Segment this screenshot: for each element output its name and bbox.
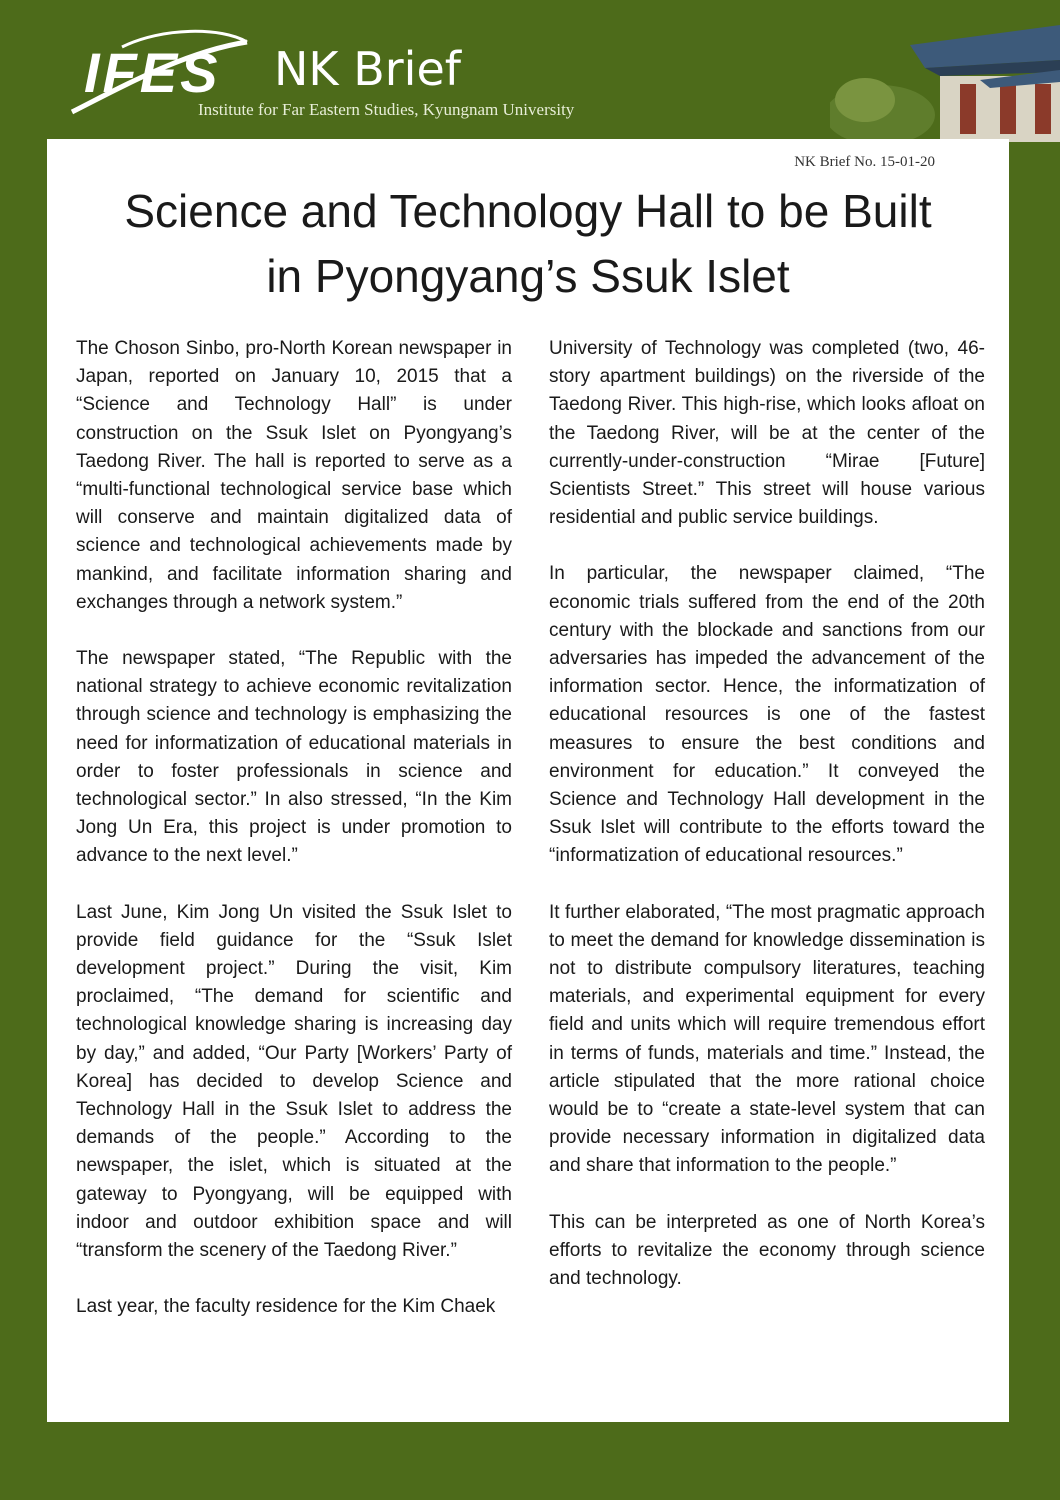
document-page — [47, 139, 1009, 1422]
paragraph: It further elaborated, “The most pragmatic approach to meet the demand for knowledge dissemination is not to distribute compulsory literatures, teaching materials, and experimental equipment for every field and units which will require tremendous effort in terms of funds, materials and time.” Instead, the article stipulated that the more rational choice would be to “create a state-level system that can provide necessary information in digitalized data and share that information to the people.” — [549, 901, 985, 1177]
paragraph: Last June, Kim Jong Un visited the Ssuk Islet to provide field guidance for the “Ssuk Islet development project.” During the visit, Kim proclaimed, “The demand for scientific and technological knowledge sharing is increasing day by day,” and added, “Our Party [Workers’ Party of Korea] has decided to develop Science and Technology Hall in the Ssuk Islet to address the demands of the people.” According to the newspaper, the islet, which is situated at the gateway to Pyongyang, will be equipped with indoor and outdoor exhibition space and will “transform the scenery of the Taedong River.” — [76, 901, 512, 1262]
right-column — [549, 335, 985, 1321]
ifes-logo: IFES — [84, 41, 221, 104]
brand-subtitle: Institute for Far Eastern Studies, Kyungnam University — [198, 100, 575, 119]
article-title — [47, 179, 1009, 309]
brand-title: NK Brief — [274, 42, 461, 96]
header-banner — [0, 0, 1060, 140]
brief-number: NK Brief No. 15-01-20 — [794, 154, 935, 170]
left-column — [76, 335, 512, 1350]
traditional-building-illustration — [830, 20, 1060, 142]
title-line-1: Science and Technology Hall to be Built — [124, 185, 932, 237]
paragraph: In particular, the newspaper claimed, “The economic trials suffered from the end of the 20th century with the blockade and sanctions from our adversaries has impeded the advancement of the information sector. Hence, the informatization of educational resources is one of the fastest measures to ensure the best conditions and environment for education.” It conveyed the Science and Technology Hall development in the Ssuk Islet will contribute to the efforts toward the “informatization of educational resources.” — [549, 563, 985, 867]
paragraph: University of Technology was completed (two, 46-story apartment buildings) on the riverside of the Taedong River. This high-rise, which looks afloat on the Taedong River, will be at the center of the currently-under-construction “Mirae [Future] Scientists Street.” This street will house various residential and public service buildings. — [549, 338, 985, 529]
title-line-2: in Pyongyang’s Ssuk Islet — [266, 250, 790, 302]
paragraph: This can be interpreted as one of North Korea’s efforts to revitalize the economy through science and technology. — [549, 1211, 985, 1290]
paragraph: The newspaper stated, “The Republic with the national strategy to achieve economic revitalization through science and technology is emphasizing the need for informatization of educational materials in order to foster professionals in science and technological sector.” In also stressed, “In the Kim Jong Un Era, this project is under promotion to advance to the next level.” — [76, 648, 512, 867]
paragraph: Last year, the faculty residence for the Kim Chaek — [76, 1296, 496, 1318]
paragraph: The Choson Sinbo, pro-North Korean newspaper in Japan, reported on January 10, 2015 that a “Science and Technology Hall” is under construction on the Ssuk Islet on Pyongyang’s Taedong River. The hall is reported to serve as a “multi-functional technological service base which will conserve and maintain digitalized data of science and technological achievements made by mankind, and facilitate information sharing and exchanges through a network system.” — [76, 338, 512, 613]
